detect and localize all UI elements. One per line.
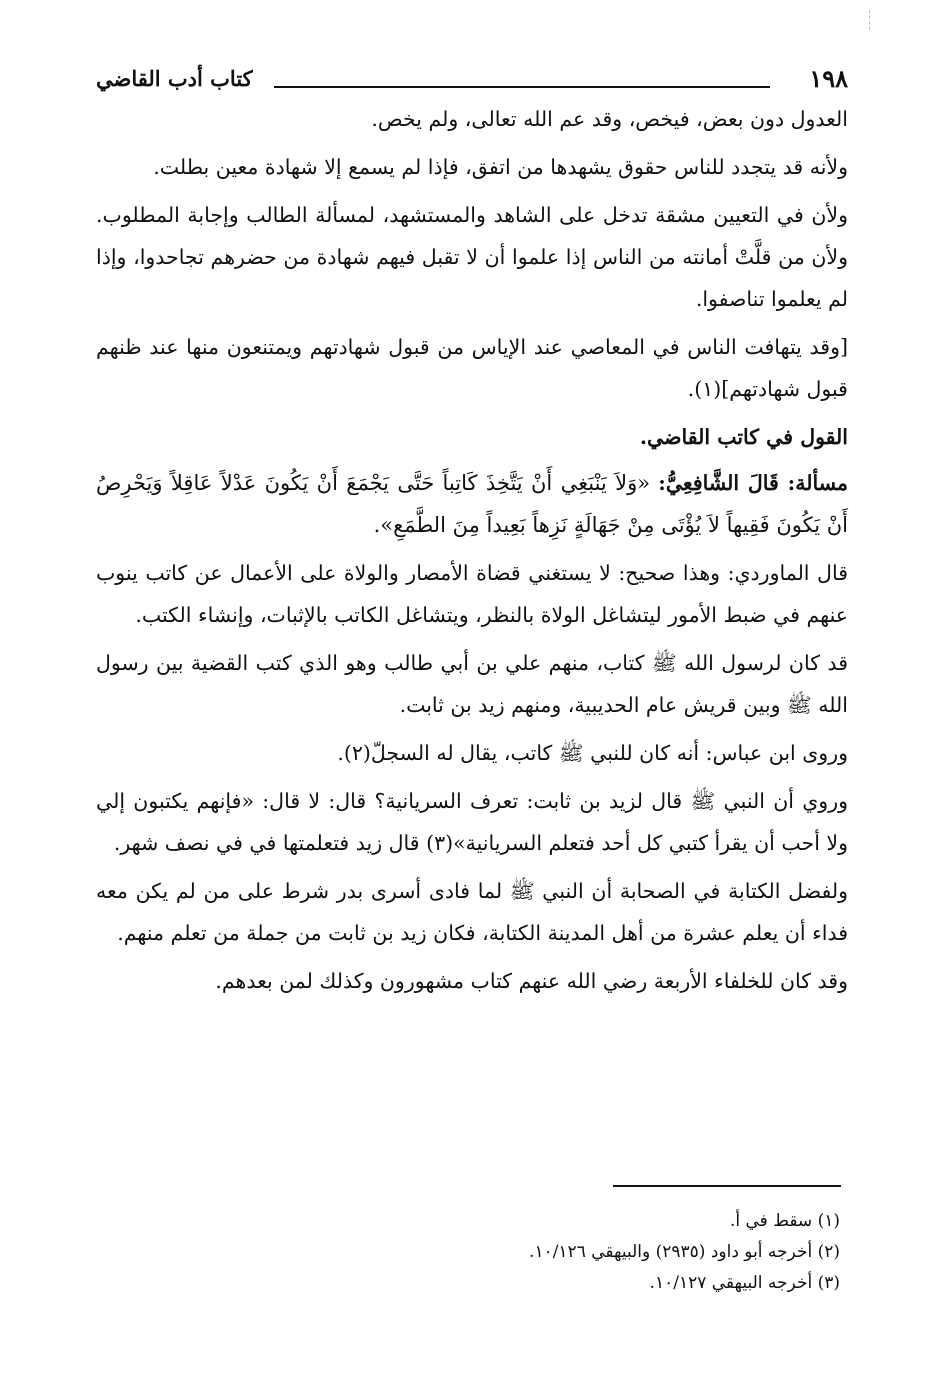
paragraph: وروى ابن عباس: أنه كان للنبي ﷺ كاتب، يقال له السجلّ(٢). — [337, 741, 848, 765]
paragraph: ولأنه قد يتجدد للناس حقوق يشهدها من اتفق، فإذا لم يسمع إلا شهادة معين بطلت. — [153, 155, 848, 179]
paragraph: ولفضل الكتابة في الصحابة أن النبي ﷺ لما فادى أسرى بدر شرط على من لم يكن معه فداء أن يعلم عشرة من أهل المدينة الكتابة، فكان زيد بن ثابت من جملة من تعلم منهم. — [96, 879, 848, 945]
paragraph: قد كان لرسول الله ﷺ كتاب، منهم علي بن أبي طالب وهو الذي كتب القضية بين رسول الله ﷺ وبين قريش عام الحديبية، ومنهم زيد بن ثابت. — [96, 651, 848, 717]
margin-mark — [868, 10, 870, 30]
book-title: كتاب أدب القاضي — [96, 66, 253, 91]
section-heading: القول في كاتب القاضي. — [639, 425, 848, 449]
header-rule — [274, 86, 770, 88]
paragraph: وقد كان للخلفاء الأربعة رضي الله عنهم كتاب مشهورون وكذلك لمن بعدهم. — [215, 969, 848, 993]
footnotes — [96, 1206, 848, 1299]
paragraph: قال الماوردي: وهذا صحيح: لا يستغني قضاة الأمصار والولاة على الأعمال عن كاتب ينوب عنهم في ضبط الأمور ليتشاغل الولاة بالنظر، ويتشاغل الكاتب بالإثبات، وإنشاء الكتب. — [96, 561, 848, 627]
footnote: (٣) أخرجه البيهقي ١٠/١٢٧. — [649, 1273, 840, 1293]
main-text — [96, 98, 848, 1008]
masala-paragraph — [96, 462, 848, 546]
footnote: (١) سقط في أ. — [729, 1211, 840, 1231]
page-number: ١٩٨ — [809, 64, 848, 93]
footnote: (٢) أخرجه أبو داود (٢٩٣٥) والبيهقي ١٠/١٢٦. — [529, 1242, 840, 1262]
masala-quote: «وَلاَ يَنْبَغِي أَنْ يَتَّخِذَ كَاتِباً حَتَّى يَجْمَعَ أَنْ يَكُونَ عَدْلاً عَاقِلاً وَيَحْرِصُ أَنْ يَكُونَ فَقِيهاً لاَ يُؤْتَى مِنْ جَهَالَةٍ نَزِهاً بَعِيداً مِنَ الطَّمَعِ». — [96, 471, 848, 537]
paragraph: ولأن في التعيين مشقة تدخل على الشاهد والمستشهد، لمسألة الطالب وإجابة المطلوب. ولأن من قلَّتْ أمانته من الناس إذا علموا أن لا تقبل فيهم شهادة من حضرهم تجاحدوا، وإذا لم يعلموا تناصفوا. — [96, 203, 848, 311]
paragraph: العدول دون بعض، فيخص، وقد عم الله تعالى، ولم يخص. — [371, 107, 848, 131]
footnote-divider — [613, 1185, 841, 1187]
masala-label: مسألة: قَالَ الشَّافِعِيُّ: — [658, 471, 848, 495]
paragraph: [وقد يتهافت الناس في المعاصي عند الإياس من قبول شهادتهم ويمتنعون منها عند ظنهم قبول شهادتهم](١). — [96, 335, 848, 401]
paragraph: وروي أن النبي ﷺ قال لزيد بن ثابت: تعرف السريانية؟ قال: لا قال: «فإنهم يكتبون إلي ولا أحب أن يقرأ كتبي كل أحد فتعلم السريانية»(٣) قال زيد فتعلمتها في في نصف شهر. — [96, 789, 848, 855]
page-header — [96, 62, 848, 102]
